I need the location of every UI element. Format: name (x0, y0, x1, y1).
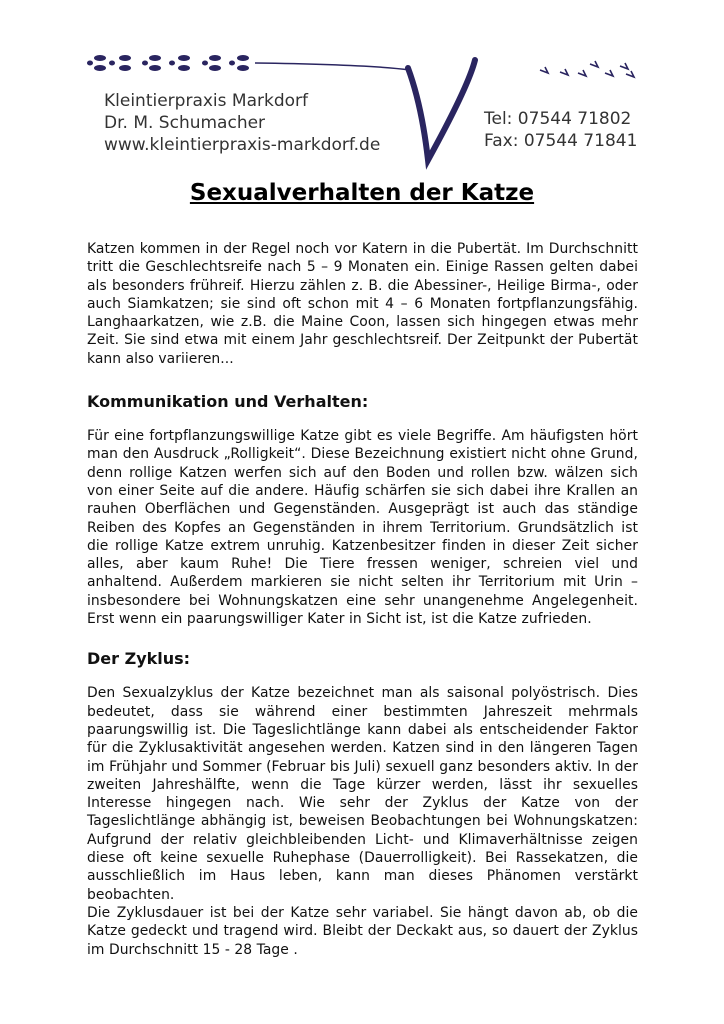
paw-prints-icon (87, 55, 249, 71)
phone-number: Tel: 07544 71802 (484, 109, 632, 129)
doctor-name: Dr. M. Schumacher (104, 113, 266, 133)
section-heading-communication: Kommunikation und Verhalten: (87, 392, 369, 412)
practice-name: Kleintierpraxis Markdorf (104, 91, 308, 111)
document-body (87, 240, 638, 959)
section-heading-cycle: Der Zyklus: (87, 649, 191, 669)
intro-paragraph: Katzen kommen in der Regel noch vor Katern in die Pubertät. Im Durchschnitt tritt die Geschlechtsreife nach 5 – 9 Monaten ein. Einige Rassen gelten dabei als besonders frühreif. Hierzu zählen z. B. die Abessiner-, Heilige Birma-, oder auch Siamkatzen; sie sind oft schon mit 4 – 6 Monaten fortpflanzungsfähig. Langhaarkatzen, wie z.B. die Maine Coon, lassen sich hingegen etwas mehr Zeit. Sie sind etwa mit einem Jahr geschlechtsreif. Der Zeitpunkt der Pubertät kann also variieren... (87, 241, 638, 367)
communication-paragraph: Für eine fortpflanzungswillige Katze gibt es viele Begriffe. Am häufigsten hört man den Ausdruck „Rolligkeit“. Diese Bezeichnung existiert nicht ohne Grund, denn rollige Katzen werfen sich auf den Boden und rollen bzw. wälzen sich von einer Seite auf die andere. Häufig schärfen sie sich dabei ihre Krallen an rauhen Oberflächen und Gegenständen. Ausgeprägt ist auch das ständige Reiben des Kopfes an Gegenständen in ihrem Territorium. Grundsätzlich ist die rollige Katze extrem unruhig. Katzenbesitzer finden in dieser Zeit sicher alles, aber kaum Ruhe! Die Tiere fressen weniger, schreien viel und anhaltend. Außerdem markieren sie nicht selten ihr Territorium mit Urin – insbesondere bei Wohnungskatzen eine sehr unangenehme Angelegenheit. Erst wenn ein paarungswilliger Kater in Sicht ist, ist die Katze zufrieden. (87, 428, 638, 628)
website-link[interactable]: www.kleintierpraxis-markdorf.de (104, 135, 381, 155)
cycle-paragraph-2: Die Zyklusdauer ist bei der Katze sehr variabel. Sie hängt davon ab, ob die Katze gedeckt und tragend wird. Bleibt der Deckakt aus, so dauert der Zyklus im Durchschnitt 15 - 28 Tage . (87, 904, 638, 958)
letterhead (0, 0, 724, 170)
logo-v-shape (408, 60, 475, 160)
birds-icon (540, 61, 634, 77)
document-title: Sexualverhalten der Katze (189, 180, 535, 206)
fax-number: Fax: 07544 71841 (484, 131, 638, 151)
logo-line (255, 63, 410, 70)
cycle-paragraph-1: Den Sexualzyklus der Katze bezeichnet man als saisonal polyöstrisch. Dies bedeutet, dass sie während einer bestimmten Jahreszeit mehrmals paarungswillig ist. Die Tageslichtlänge kann dabei als entscheidender Faktor für die Zyklusaktivität angesehen werden. Katzen sind in den längeren Tagen im Frühjahr und Sommer (Februar bis Juli) sexuell ganz besonders aktiv. In der zweiten Jahreshälfte, wenn die Tage kürzer werden, lässt ihr sexuelles Interesse hingegen nach. Wie sehr der Zyklus der Katze von der Tageslichtlänge abhängig ist, beweisen Beobachtungen bei Wohnungskatzen: Aufgrund der relativ gleichbleibenden Licht- und Klimaverhältnisse zeigen diese oft keine sexuelle Ruhephase (Dauerrolligkeit). Bei Rassekatzen, die ausschließlich im Haus leben, kann man dieses Phänomen verstärkt beobachten. (87, 685, 638, 903)
